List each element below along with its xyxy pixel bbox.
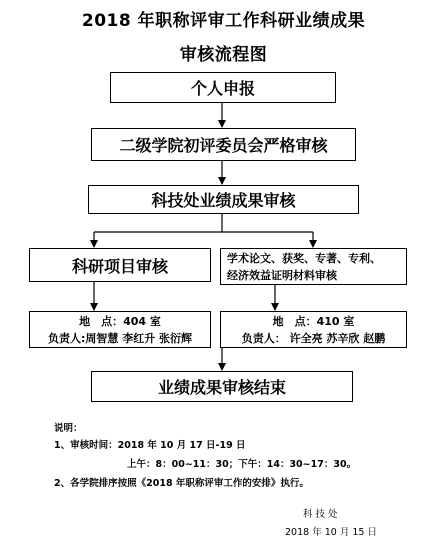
left-info-location: 地 点：404 室 — [79, 314, 161, 328]
flow-end-step: 业绩成果审核结束 — [91, 371, 353, 402]
signature-date: 2018 年 10 月 15 日 — [285, 527, 377, 538]
flow-branch-research-projects: 科研项目审核 — [29, 248, 211, 282]
notes-item2: 2、各学院排序按照《2018 年职称评审工作的安排》执行。 — [54, 478, 309, 489]
chart-title-line2: 审核流程图 — [179, 45, 268, 65]
flow-right-info-box — [220, 311, 407, 348]
right-branch-line2: 经济效益证明材料审核 — [227, 268, 337, 282]
flow-step-tech-office-review: 科技处业绩成果审核 — [88, 185, 359, 214]
signature-dept: 科 技 处 — [303, 509, 338, 520]
notes-heading: 说明： — [54, 423, 83, 434]
flow-step-college-review: 二级学院初评委员会严格审核 — [91, 128, 356, 161]
notes-item1: 1、审核时间：2018 年 10 月 17 日-19 日 — [54, 440, 246, 451]
flow-branch-papers-awards — [220, 248, 407, 285]
right-info-location: 地 点：410 室 — [272, 314, 355, 328]
right-info-persons: 负责人： 许全亮 苏辛欣 赵鹏 — [241, 331, 386, 345]
flow-step-personal-application: 个人申报 — [110, 72, 336, 103]
left-info-persons: 负责人:周智慧 李红升 张衍辉 — [47, 331, 193, 345]
flow-left-info-box — [29, 311, 211, 348]
chart-title-line1: 2018 年职称评审工作科研业绩成果 — [81, 11, 366, 31]
right-branch-line1: 学术论文、获奖、专著、专利、 — [227, 251, 381, 265]
notes-item1-sub: 上午：8：00~11：30；下午：14：30~17：30。 — [127, 459, 357, 470]
